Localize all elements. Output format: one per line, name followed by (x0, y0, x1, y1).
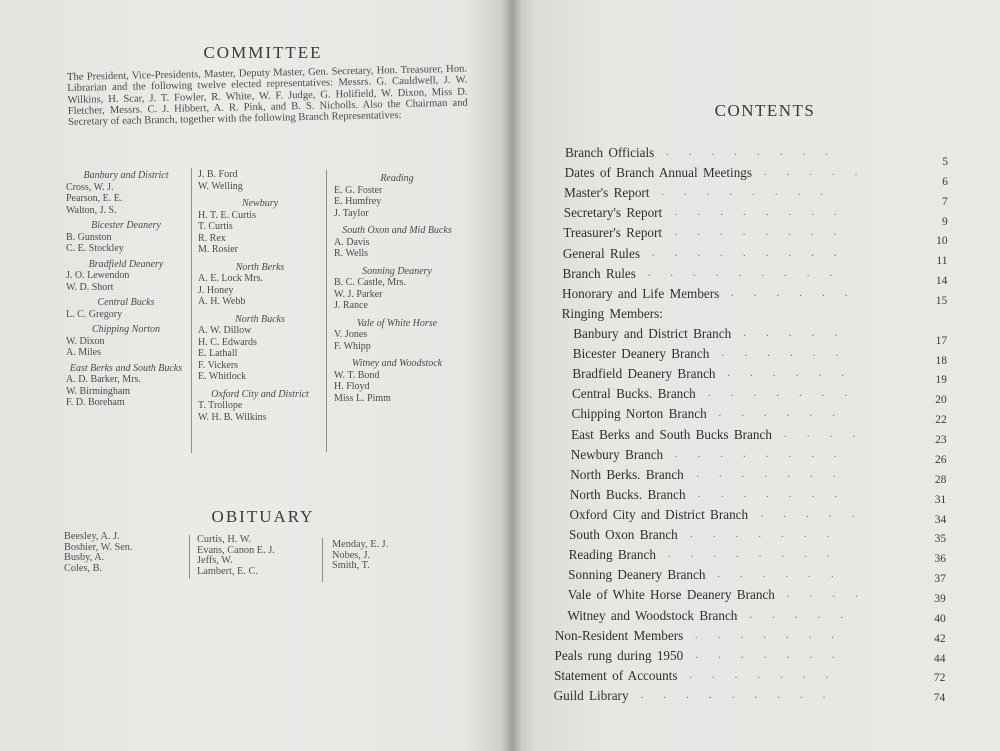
toc-page-number: 18 (935, 354, 947, 367)
representative-name: A. E. Lock Mrs. (198, 273, 263, 284)
representative-name: J. B. Ford (198, 169, 238, 180)
obituary-name: Menday, E. J. (332, 539, 389, 550)
representative-name: A. D. Barker, Mrs. (66, 374, 141, 385)
toc-page-number: 39 (934, 592, 946, 605)
obituary-name: Coles, B. (64, 562, 103, 574)
branch-name: East Berks and South Bucks (69, 362, 183, 374)
branch-name: Oxford City and District (211, 388, 309, 400)
toc-entry-title: Dates of Branch Annual Meetings (564, 165, 753, 181)
representative-name: V. Jones (334, 329, 368, 340)
representative-name: H. C. Edwards (198, 336, 257, 348)
representative-name: E. G. Foster (334, 184, 383, 196)
representative-name: J. Rance (334, 300, 368, 311)
branch-name: Reading (380, 173, 414, 184)
representative-name: R. Rex (198, 232, 226, 244)
toc-entry-title: General Rules (562, 245, 640, 261)
obituary-name: Jeffs, W. (197, 555, 233, 567)
branch-block (198, 314, 322, 383)
branch-block (66, 297, 186, 320)
toc-entry-title: Sonning Deanery Branch (568, 567, 706, 583)
toc-leader-dots: ....... (695, 648, 855, 661)
toc-entry-title: Branch Officials (565, 145, 655, 160)
toc-leader-dots: ........ (674, 447, 857, 460)
representative-name: Cross, W. J. (66, 181, 114, 193)
toc-leader-dots: ....... (696, 467, 856, 480)
branch-name: Vale of White Horse (356, 317, 438, 329)
toc-leader-dots: ....... (707, 387, 868, 400)
representatives-column-2 (198, 169, 322, 429)
toc-page-number: 6 (942, 175, 948, 188)
toc-page-number: 23 (935, 434, 947, 447)
representatives-column-1 (66, 169, 186, 413)
representative-name: W. Welling (198, 180, 243, 192)
representative-name: W. Dixon (66, 335, 105, 347)
toc-page-number: 11 (936, 255, 948, 268)
toc-entry-title: Reading Branch (568, 547, 656, 563)
toc-page-number: 20 (935, 394, 947, 407)
obituary-name: Curtis, H. W. (197, 534, 252, 545)
branch-block (198, 389, 322, 424)
toc-page-number: 7 (942, 195, 948, 208)
toc-entry-title: Non-Resident Members (554, 627, 684, 643)
branch-name: North Bucks (235, 313, 285, 325)
representative-name: Pearson, E. E. (66, 193, 123, 204)
toc-entry-title: Peals rung during 1950 (554, 647, 684, 663)
toc-leader-dots: ...... (717, 568, 854, 581)
branch-block (66, 170, 186, 216)
branch-name: Chipping Norton (91, 324, 161, 335)
toc-entry-title: Secretary's Report (563, 205, 663, 221)
representative-name: C. E. Stockley (66, 243, 124, 254)
toc-page-number: 14 (935, 275, 948, 288)
representative-name: J. Taylor (334, 207, 369, 219)
obituary-name: Busby, A. (64, 552, 105, 564)
column-divider (322, 538, 323, 582)
toc-page-number: 42 (934, 632, 946, 645)
toc-leader-dots: ........ (667, 548, 850, 561)
toc-page-number: 22 (935, 414, 947, 427)
toc-page-number: 9 (941, 215, 948, 228)
toc-entry-title: Banbury and District Branch (573, 326, 732, 341)
column-divider (326, 170, 327, 452)
representative-name: W. J. Parker (334, 288, 383, 300)
branch-block (66, 259, 186, 294)
representative-name: J. Honey (198, 284, 234, 296)
obituary-column-3 (332, 540, 452, 572)
representative-name: H. T. E. Curtis (198, 209, 256, 221)
branch-block (334, 225, 460, 260)
branch-block (66, 363, 186, 409)
toc-leader-dots: ....... (690, 528, 850, 541)
toc-page-number: 15 (935, 295, 948, 308)
representative-name: F. Whipp (334, 340, 371, 352)
committee-paragraph: The President, Vice-Presidents, Master, Deputy Master, Gen. Secretary, Hon. Treasurer, Hon. Librarian and the following twelve elected representatives: Messrs. G. Cauldwell, J. W. Wilkins, H. Scar, J. T. Fowler, R. White, W. F. Judge, G. Holifield, W. Dixon, Miss D. Fletcher, Messrs. C. J. Hibbert, A. R. Pink, and B. S. Nicholls. Also the Chairman and Secretary of each Branch, together with the following Branch Representatives: (67, 63, 468, 129)
branch-block (66, 324, 186, 359)
toc-entry-title: Witney and Woodstock Branch (567, 607, 738, 623)
branch-block (334, 266, 460, 312)
toc-entry-title: Statement of Accounts (554, 667, 678, 683)
branch-name: Bicester Deanery (91, 220, 161, 231)
toc-page-number: 26 (935, 453, 947, 466)
toc-entry-title: Branch Rules (562, 265, 636, 281)
obituary-name: Smith, T. (332, 560, 370, 572)
toc-page-number: 72 (933, 672, 946, 685)
toc-entry-title: Newbury Branch (570, 446, 664, 462)
representative-name: E. Lathall (198, 348, 238, 359)
obituary-name: Lambert, E. C. (197, 565, 258, 577)
representative-name: A. H. Webb (198, 296, 246, 307)
representative-name: W. D. Short (66, 281, 114, 293)
toc-page-number: 31 (934, 493, 947, 506)
representative-name: A. W. Dillow (198, 325, 252, 336)
branch-name: Bradfield Deanery (88, 258, 164, 270)
toc-page-number: 74 (933, 692, 946, 705)
toc-page-number: 10 (936, 235, 948, 248)
toc-leader-dots: ...... (731, 286, 868, 299)
toc-leader-dots: ......... (640, 689, 846, 701)
toc-leader-dots: ........ (674, 226, 857, 239)
representative-name: W. H. B. Wilkins (198, 411, 267, 423)
toc-entry-title: Guild Library (553, 688, 629, 703)
branch-name: Newbury (241, 198, 279, 209)
representative-name: J. O. Lewendon (66, 270, 130, 281)
branch-name: North Berks (235, 261, 285, 273)
toc-leader-dots: ..... (743, 327, 857, 339)
toc-leader-dots: ........ (661, 186, 844, 199)
branch-block (198, 262, 322, 308)
representative-name: M. Rosier (198, 244, 238, 255)
toc-leader-dots: ...... (721, 347, 859, 360)
branch-name: Banbury and District (83, 170, 169, 181)
branch-block (334, 358, 460, 404)
representative-name: T. Curtis (198, 221, 233, 232)
toc-entry-title: Ringing Members: (561, 305, 663, 321)
obituary-heading: OBITUARY (211, 507, 315, 526)
representative-name: E. Humfrey (334, 196, 382, 207)
representative-name: Miss L. Pimm (334, 392, 391, 404)
toc-leader-dots: ........ (674, 206, 857, 219)
toc-page-number: 36 (934, 553, 946, 566)
toc-entry-title: Vale of White Horse Deanery Branch (567, 587, 775, 603)
toc-page-number: 19 (935, 374, 947, 387)
toc-entry-title: Honorary and Life Members (562, 285, 720, 301)
representative-name: F. D. Boreham (66, 397, 125, 408)
toc-entry-title: South Oxon Branch (569, 527, 678, 543)
toc-leader-dots: ....... (689, 668, 849, 681)
committee-heading: COMMITTEE (203, 43, 323, 62)
toc-leader-dots: ....... (694, 628, 855, 641)
toc-leader-dots: ....... (697, 487, 858, 500)
toc-leader-dots: ......... (651, 246, 857, 259)
toc-entry-title: Bradfield Deanery Branch (572, 366, 716, 382)
toc-entry-title: Bicester Deanery Branch (572, 346, 710, 362)
representative-name: L. C. Gregory (66, 308, 123, 320)
representative-name: T. Trollope (198, 400, 243, 411)
contents-heading: CONTENTS (714, 101, 816, 120)
representative-name: B. C. Castle, Mrs. (334, 277, 406, 288)
toc-leader-dots: ...... (718, 407, 856, 420)
branch-name: Witney and Woodstock (351, 358, 443, 369)
branch-block (334, 318, 460, 353)
toc-leader-dots: ......... (647, 266, 853, 279)
obituary-name: Beesley, A. J. (64, 531, 120, 542)
branch-name: Central Bucks (97, 297, 155, 308)
toc-page-number: 34 (934, 513, 947, 526)
column-divider (189, 535, 190, 579)
representative-name: A. Davis (334, 236, 370, 248)
representative-name: F. Vickers (198, 359, 239, 371)
toc-page-number: 5 (942, 156, 948, 168)
obituary-column-2 (197, 535, 317, 577)
toc-entry-title: North Bucks. Branch (569, 486, 686, 502)
branch-name: Sonning Deanery (362, 265, 432, 277)
representative-name: Walton, J. S. (66, 204, 117, 216)
representative-name: R. Wells (334, 248, 369, 259)
branch-block (198, 169, 322, 192)
obituary-name: Boshier, W. Sen. (64, 541, 133, 553)
toc-page-number: 44 (934, 652, 946, 665)
book-gutter (500, 0, 522, 751)
toc-leader-dots: ..... (749, 608, 864, 621)
column-divider (191, 168, 192, 453)
branch-block (66, 220, 186, 255)
representative-name: W. T. Bond (334, 369, 380, 381)
toc-page-number: 40 (934, 612, 946, 625)
toc-page-number: 17 (935, 334, 948, 347)
toc-entry-title: Oxford City and District Branch (569, 507, 749, 522)
toc-entry-title: North Berks. Branch (570, 466, 684, 482)
obituary-name: Nobes, J. (332, 549, 371, 561)
toc-entry-title: Master's Report (564, 185, 650, 201)
toc-page-number: 28 (934, 473, 947, 486)
toc-entry-title: Chipping Norton Branch (571, 406, 707, 422)
toc-leader-dots: ..... (763, 166, 878, 179)
branch-block (334, 173, 460, 219)
toc-leader-dots: ...... (727, 367, 864, 380)
representative-name: B. Gunston (66, 231, 112, 243)
representative-name: H. Floyd (334, 381, 370, 392)
toc-entry-title: Treasurer's Report (563, 225, 663, 241)
representatives-column-3 (334, 172, 460, 410)
branch-block (198, 198, 322, 256)
representative-name: W. Birmingham (66, 385, 131, 397)
toc-leader-dots: ........ (666, 146, 848, 158)
obituary-name: Evans, Canon E. J. (197, 544, 275, 556)
toc-page-number: 37 (934, 573, 946, 586)
obituary-column-1 (64, 532, 184, 574)
toc-leader-dots: ..... (760, 508, 875, 520)
toc-page-number: 35 (934, 533, 947, 546)
branch-name: South Oxon and Mid Bucks (342, 225, 452, 236)
toc-entry-title: Central Bucks. Branch (571, 386, 696, 402)
toc-leader-dots: .... (784, 427, 876, 440)
toc-leader-dots: .... (786, 588, 878, 601)
toc-entry-title: East Berks and South Bucks Branch (571, 426, 772, 442)
representative-name: A. Miles (66, 347, 101, 358)
representative-name: E. Whitlock (198, 371, 247, 382)
